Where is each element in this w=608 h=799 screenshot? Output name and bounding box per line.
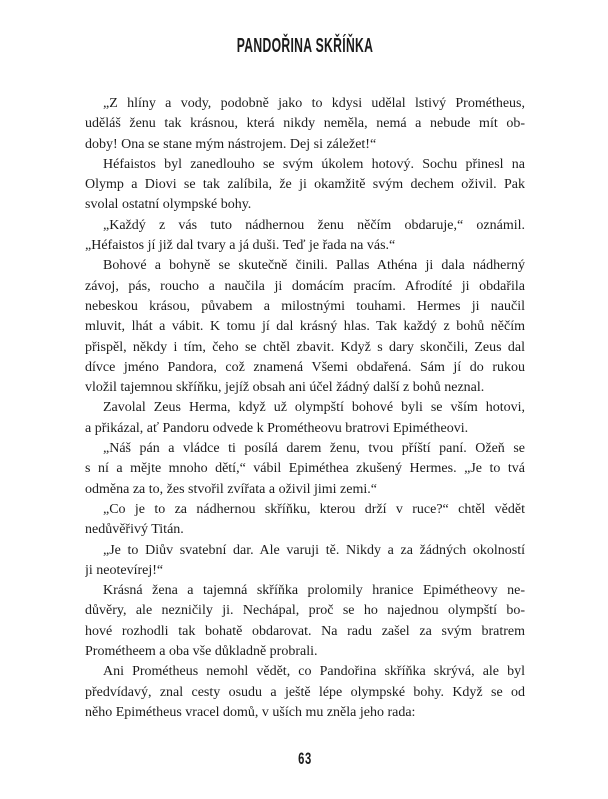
text-line: „Náš pán a vládce ti posílá darem ženu, tvou příští paní. Ožeň se <box>103 441 525 457</box>
text-line: Ani Prométheus nemohl vědět, co Pandořina skříňka skrývá, ale byl <box>103 664 525 680</box>
paragraph <box>85 500 525 541</box>
text-line: a přikázal, ať Pandoru odvede k Prométheovu bratrovi Epimétheovi. <box>85 420 469 436</box>
text-line: nedůvěřivý Titán. <box>85 522 184 538</box>
text-line: „Z hlíny a vody, podobně jako to kdysi udělal lstivý Prométheus, <box>103 96 525 111</box>
paragraph <box>85 398 525 439</box>
text-line: uděláš ženu tak krásnou, která nikdy neměla, nemá a nebude mít ob- <box>85 116 525 132</box>
text-line: Héfaistos byl zanedlouho se svým úkolem hotový. Sochu přinesl na <box>103 156 525 172</box>
text-line: s ní a mějte mnoho dětí,“ vábil Epiméthea zkušený Hermes. „Je to tvá <box>85 461 525 477</box>
text-line: Krásná žena a tajemná skříňka prolomily hranice Epimétheovy ne- <box>103 583 525 599</box>
text-line: Prométheem a oba vše důkladně probrali. <box>85 644 318 660</box>
text-line: Olymp a Diovi se tak zalíbila, že ji okamžitě svým dechem oživil. Pak <box>85 177 525 193</box>
text-line: hové rozhodli tak bohatě obdarovat. Na radu zašel za svým bratrem <box>85 623 525 639</box>
text-line: Bohové a bohyně se skutečně činili. Pallas Athéna ji dala nádherný <box>103 258 525 274</box>
paragraph <box>85 662 525 723</box>
text-line: nebeskou krásou, půvabem a milostnými touhami. Hermes ji naučil <box>85 298 525 314</box>
paragraph <box>85 581 525 662</box>
text-line: doby! Ona se stane mým nástrojem. Dej si záležet!“ <box>85 136 377 152</box>
text-line: závoj, pás, roucho a naučila ji domácím pracím. Afrodíté ji obdařila <box>85 278 525 294</box>
text-line: vložil tajemnou skříňku, jejíž obsah ani účel žádný další z bohů neznal. <box>85 380 485 396</box>
text-line: Zavolal Zeus Herma, když už olympští bohové byli se vším hotovi, <box>103 400 525 416</box>
text-line: důvěry, ale nezničily ji. Nechápal, proč se ho najednou olympští bo- <box>85 603 525 619</box>
paragraph <box>85 155 525 216</box>
text-line: „Je to Diův svatební dar. Ale varuji tě. Nikdy a za žádných okolností <box>103 542 525 558</box>
paragraph <box>85 541 525 582</box>
story-text <box>85 94 525 723</box>
paragraph <box>85 94 525 155</box>
text-line: předvídavý, znal cesty osudu a ještě lépe olympské bohy. Když se od <box>85 684 525 700</box>
text-line: odměna za to, žes stvořil zvířata a oživil jimi zemi.“ <box>85 481 377 497</box>
page-number: 63 <box>298 749 312 768</box>
text-line: ji neotevírej!“ <box>85 562 164 578</box>
text-line: svolal ostatní olympské bohy. <box>85 197 252 213</box>
text-line: přispěl, někdy i tím, čeho se chtěl zbavit. Když s dary skončili, Zeus dal <box>85 339 525 355</box>
text-line: „Héfaistos jí již dal tvary a já duši. Teď je řada na vás.“ <box>85 238 396 254</box>
paragraph <box>85 439 525 500</box>
text-line: „Co je to za nádhernou skříňku, kterou drží v ruce?“ chtěl vědět <box>103 501 525 517</box>
text-line: mluvit, lhát a vábit. K tomu jí dal krásný hlas. Tak každý z bohů něčím <box>85 319 525 335</box>
paragraph <box>85 216 525 257</box>
chapter-title: PANDOŘINA SKŘÍŇKA <box>236 35 374 58</box>
text-line: dívce jméno Pandora, což znamená Všemi obdařená. Sám jí do rukou <box>85 359 525 375</box>
paragraph <box>85 256 525 398</box>
text-line: něho Epimétheus vracel domů, v uších mu zněla jeho rada: <box>85 704 416 720</box>
text-line: „Každý z vás tuto nádhernou ženu něčím obdaruje,“ oznámil. <box>103 217 525 233</box>
